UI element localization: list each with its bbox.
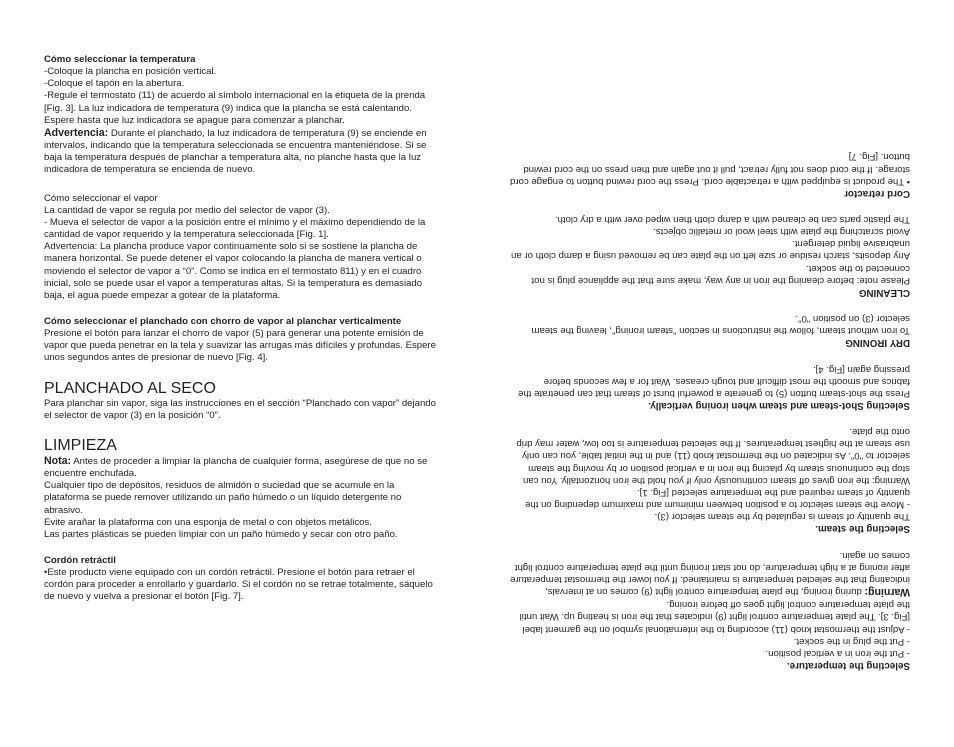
es-note-label: Nota: [44,454,72,467]
es-warning-label: Advertencia: [44,126,109,139]
es-note-text: Antes de proceder a limpiar la plancha de cualquier forma, asegúrese de que no se encuentre enchufada. [44,455,428,480]
en-cleaning-line: The plastic parts can be cleaned with a damp cloth then wiped over with a dry cloth. [554,213,910,225]
es-shot-steam-section [44,316,442,365]
es-steam-line: - Mueva el selector de vapor a la posición entre el mínimo y el máximo dependiendo de la cantidad de vapor requerido y la temperatura seleccionada [Fig. 1]. [44,216,426,241]
en-cleaning-line: Avoid scratching the plate with steel wool or metallic objects. [653,225,910,237]
en-temperature-line: - Adjust the thermostat knob (11) according to the international symbol on the garment label [Fig. 3]. The plate temperature control light (9) indicates that the iron is heating up. Wait until the plate temperature control light goes off before ironing. [519,599,910,635]
es-steam-heading: Cómo seleccionar el vapor [44,192,158,204]
en-temperature-line: - Put the iron in a vertical position. [765,647,910,659]
es-shot-steam-heading: Cómo seleccionar el planchado con chorro de vapor al planchar verticalmente [44,315,402,327]
es-cleaning-note [44,455,442,480]
es-cleaning-line: Cualquier tipo de depósitos, residuos de almidón o suciedad que se acumule en la plataforma se puede remover utilizando un paño húmedo o un líquido detergente no abrasivo. [44,480,402,516]
en-temperature-heading: Selecting the temperature. [786,659,910,671]
es-temperature-section [44,54,442,177]
en-dry-ironing-section [510,312,910,348]
en-dry-ironing-heading: DRY IRONING [845,337,910,349]
es-cleaning-line: Las partes plásticas se pueden limpiar con un paño húmedo y secar con otro paño. [44,528,398,540]
es-temperature-heading: Cómo seleccionar la temperatura [44,54,196,65]
es-cleaning-heading: LIMPIEZA [44,436,117,454]
en-temperature-line: - Put the plug in the socket. [793,635,910,647]
en-steam-heading: Selecting the steam. [815,523,910,535]
es-cleaning-line: Evite arañar la plataforma con una esponja de metal o con objetos metálicos. [44,516,372,528]
en-steam-line: Warning: the iron gives off steam continuously only if you hold the iron horizontally. You can stop the continuous steam by placing the iron in a vertical position or by moving the steam selector to "0". As indicated on the thermostat knob (11) and in the initial table, you can only use steam at the highest temperatures. If the selected temperature is too low, water may drip onto the plate. [516,425,910,486]
en-steam-line: - Move the steam selector to a position between minimum and maximum depending on the quantity of steam required and the temperature selected [Fig. 1]. [524,486,910,510]
es-temperature-line: -Coloque el tapón en la abertura. [44,78,185,90]
en-cleaning-heading: CLEANING [858,286,910,298]
en-warning-label: Warning: [864,585,910,598]
spanish-column [44,54,442,604]
es-steam-line: La cantidad de vapor se regula por medio del selector de vapor (3). [44,204,330,216]
es-cleaning-section [44,436,442,541]
en-temperature-section [510,548,910,671]
es-warning-text: Durante el planchado, la luz indicadora de temperatura (9) se enciende en intervalos, indicando que la temperatura seleccionada se encuentra manteniéndose. Si se baja la temperatura después de planchar a temperatura alta, no planche hasta que la luz indicadora de temperatura se encienda de nuevo. [44,127,427,176]
es-cord-text: •Este producto viene equipado con un cordón retráctil. Presione el botón para retraer el cordón para proceder a enrollarlo y guardarlo. Si el cordón no se retrae totalmente, sáquelo de nuevo y vuelva a presionar el botón [Fig. 7]. [44,567,433,603]
en-dry-ironing-text: To iron without steam, follow the instructions in section "steam ironing", leaving the steam selector (3) on position "0". [531,312,910,337]
es-dry-ironing-heading: PLANCHADO AL SECO [44,379,216,397]
es-cord-section [44,555,442,604]
en-cord-text: • The product is equipped with a retractable cord. Press the cord rewind button to engage cord storage. If the cord does not fully retract, pull it out again and then press on the cord rewind button. [Fig. 7] [510,151,910,187]
en-shot-steam-section [510,362,910,411]
en-cleaning-line: Please note: before cleaning the iron in any way, make sure that the appliance plug is not connected to the socket. [531,262,910,286]
en-shot-steam-heading: Selecting Shot-steam and steam when ironing vertically. [648,399,910,411]
en-cord-section [510,150,910,199]
es-dry-ironing-section [44,379,442,422]
es-temperature-line: -Coloque la plancha en posición vertical. [44,66,217,78]
en-cord-heading: Cord retractor [844,187,910,199]
english-column-rotated [510,150,910,671]
es-temperature-line: -Regule el termostato (11) de acuerdo al símbolo internacional en la etiqueta de la prenda [Fig. 3]. La luz indicadora de temperatura (9) indica que la plancha se está calentando. Espere hasta que luz indicadora se apague para comenzar a planchar. [44,90,426,126]
es-temperature-warning [44,127,442,177]
es-shot-steam-text: Presione el botón para lanzar el chorro de vapor (5) para generar una potente emisión de vapor que pueda penetrar en la tela y suavizar las arrugas más difíciles y profundas. Espere unos segundos antes de presionar de nuevo [Fig. 4]. [44,328,436,364]
en-steam-line: The quantity of steam is regulated by the steam selector (3). [654,511,910,523]
en-cleaning-line: Any deposits, starch residue or size left on the plate can be removed using a damp cloth or an unabrasive liquid detergent. [511,238,910,262]
es-dry-ironing-text: Para planchar sin vapor, siga las instrucciones en el sección “Planchado con vapor” dejando el selector de vapor (3) en la posición “0”. [44,397,436,421]
en-steam-section [510,425,910,534]
en-temperature-warning [510,548,910,598]
en-warning-text: during ironing, the plate temperature control light (9) comes on at intervals, indicating that the selected temperature is maintained. If you lower the thermostat temperature after ironing at a high temperature, do not start ironing until the plate temperature control light comes on again. [510,549,910,597]
es-steam-line: Advertencia: La plancha produce vapor continuamente solo si se sostiene la plancha de manera horizontal. Se puede detener el vapor colocando la plancha de manera vertical o moviendo el selector de vapor a “0”. Como se indica en el termostato 811) y en el cuadro inicial, solo se puede usar el vapor a temperaturas altas. Si la temperatura es demasiado baja, el agua puede empezar a gotear de la plataforma. [44,241,423,301]
en-cleaning-section [510,213,910,298]
en-shot-steam-text: Press the shot-steam button (5) to generate a powerful burst of steam that can penetrate the fabrics and smooth the most difficult and tough creases. Wait for a few seconds before pressing again [Fig. 4]. [518,363,910,399]
es-steam-section [44,193,442,302]
es-cord-heading: Cordón retráctil [44,555,116,566]
